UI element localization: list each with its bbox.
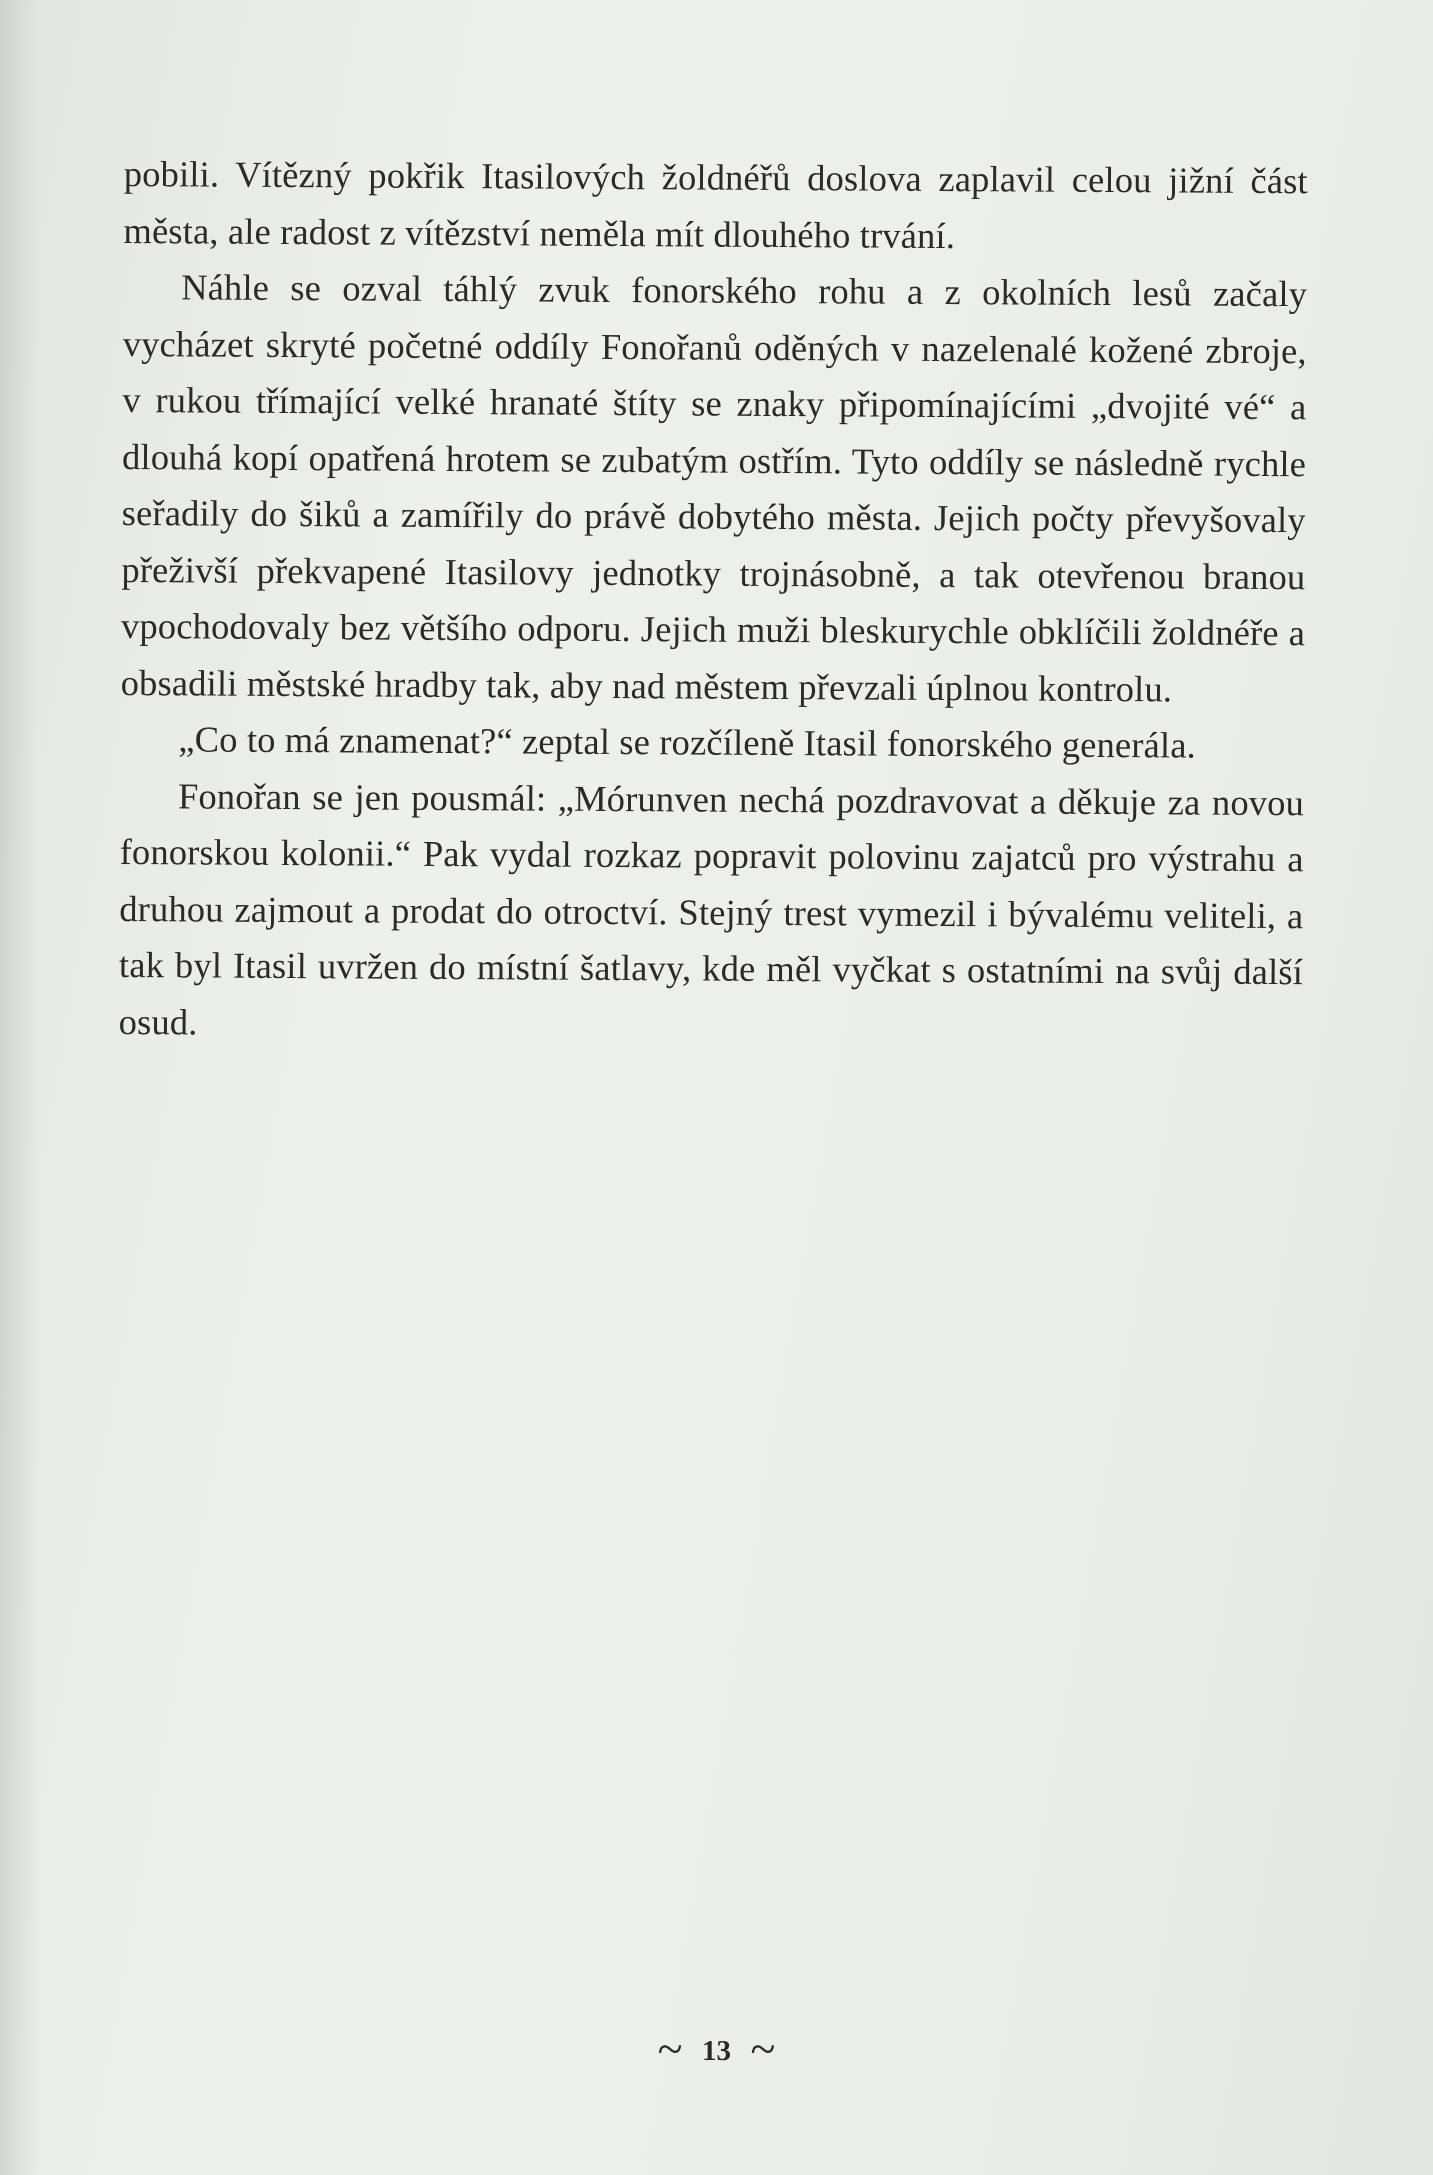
body-text: [118, 146, 1308, 1057]
right-ornament-icon: ~: [750, 2023, 776, 2074]
left-ornament-icon: ~: [657, 2023, 683, 2074]
paragraph-3: „Co to má znamenat?“ zeptal se rozčíleně Itasil fonorského generála.: [178, 718, 1197, 766]
paragraph-1: pobili. Vítězný pokřik Itasilových žoldnéřů doslova zaplavil celou jižní část města, ale radost z vítězství neměla mít dlouhého trvání.: [123, 152, 1308, 256]
page-footer: [0, 2022, 1433, 2075]
paragraph-4: Fonořan se jen pousmál: „Mórunven nechá pozdravovat a děkuje za novou fonorskou kolonii.“ Pak vydal rozkaz popravit polovinu zajatců pro výstrahu a druhou zajmout a prodat do otroctví. Stejný trest vymezil i bývalému veliteli, a tak byl Itasil uvržen do místní šatlavy, kde měl vyčkat s ostatními na svůj další osud.: [118, 774, 1305, 1042]
page-number: 13: [702, 2035, 731, 2067]
paragraph-2: Náhle se ozval táhlý zvuk fonorského rohu a z okolních lesů začaly vycházet skryté početné oddíly Fonořanů oděných v nazelenalé kožené zbroje, v rukou třímající velké hranaté štíty se znaky připomínajícími „dvojité vé“ a dlouhá kopí opatřená hrotem se zubatým ostřím. Tyto oddíly se následně rychle seřadily do šiků a zamířily do právě dobytého města. Jejich počty převyšovaly přeživší překvapené Itasilovy jednotky trojnásobně, a tak otevřenou branou vpochodovaly bez většího odporu. Jejich muži bleskurychle obklíčili žoldnéře a obsadili městské hradby tak, aby nad městem převzali úplnou kontrolu.: [120, 266, 1308, 709]
